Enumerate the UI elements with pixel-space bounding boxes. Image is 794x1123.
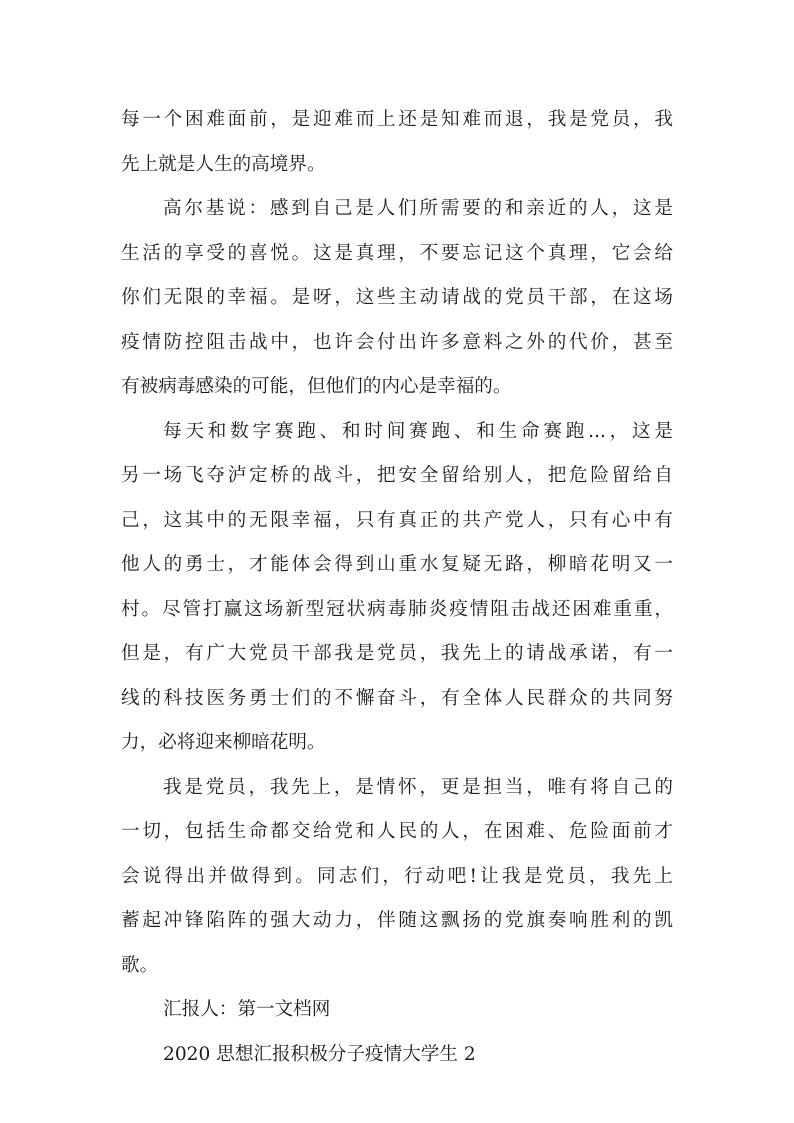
text-line: 线的科技医务勇士们的不懈奋斗，有全体人民群众的共同努 — [121, 687, 673, 709]
text-line: 另一场飞夺泸定桥的战斗，把安全留给别人，把危险留给自 — [121, 465, 673, 486]
text-line: 一切，包括生命都交给党和人民的人，在困难、危险面前才 — [121, 821, 673, 842]
paragraph-first-line: 我是党员，我先上，是情怀，更是担当，唯有将自己的 — [163, 776, 673, 798]
text-line: 村。尽管打赢这场新型冠状病毒肺炎疫情阻击战还困难重重， — [121, 598, 673, 620]
text-line: 有被病毒感染的可能，但他们的内心是幸福的。 — [121, 376, 512, 397]
text-line: 他人的勇士，才能体会得到山重水复疑无路，柳暗花明又一 — [121, 554, 673, 575]
text-line: 但是，有广大党员干部我是党员，我先上的请战承诺，有一 — [121, 643, 673, 664]
text-line: 你们无限的幸福。是呀，这些主动请战的党员干部，在这场 — [121, 287, 673, 308]
section-title: 2020 思想汇报积极分子疫情大学生 2 — [163, 1043, 476, 1065]
text-line: 歌。 — [121, 954, 159, 976]
text-line: 蓄起冲锋陷阵的强大动力，伴随这飘扬的党旗奏响胜利的凯 — [121, 910, 673, 931]
document-body — [121, 98, 673, 1077]
text-line: 疫情防控阻击战中，也许会付出许多意料之外的代价，甚至 — [121, 331, 673, 353]
text-line: 生活的享受的喜悦。这是真理，不要忘记这个真理，它会给 — [121, 242, 673, 264]
reporter-line: 汇报人：第一文档网 — [163, 999, 331, 1020]
text-line: 会说得出并做得到。同志们，行动吧!让我是党员，我先上 — [121, 865, 673, 887]
text-line: 每一个困难面前，是迎难而上还是知难而退，我是党员，我 — [121, 109, 673, 130]
text-line: 己，这其中的无限幸福，只有真正的共产党人，只有心中有 — [121, 509, 673, 531]
text-line: 先上就是人生的高境界。 — [121, 153, 326, 175]
paragraph-first-line: 每天和数字赛跑、和时间赛跑、和生命赛跑...，这是 — [163, 420, 673, 442]
text-line: 力，必将迎来柳暗花明。 — [121, 732, 326, 753]
paragraph-first-line: 高尔基说：感到自己是人们所需要的和亲近的人，这是 — [163, 198, 673, 219]
